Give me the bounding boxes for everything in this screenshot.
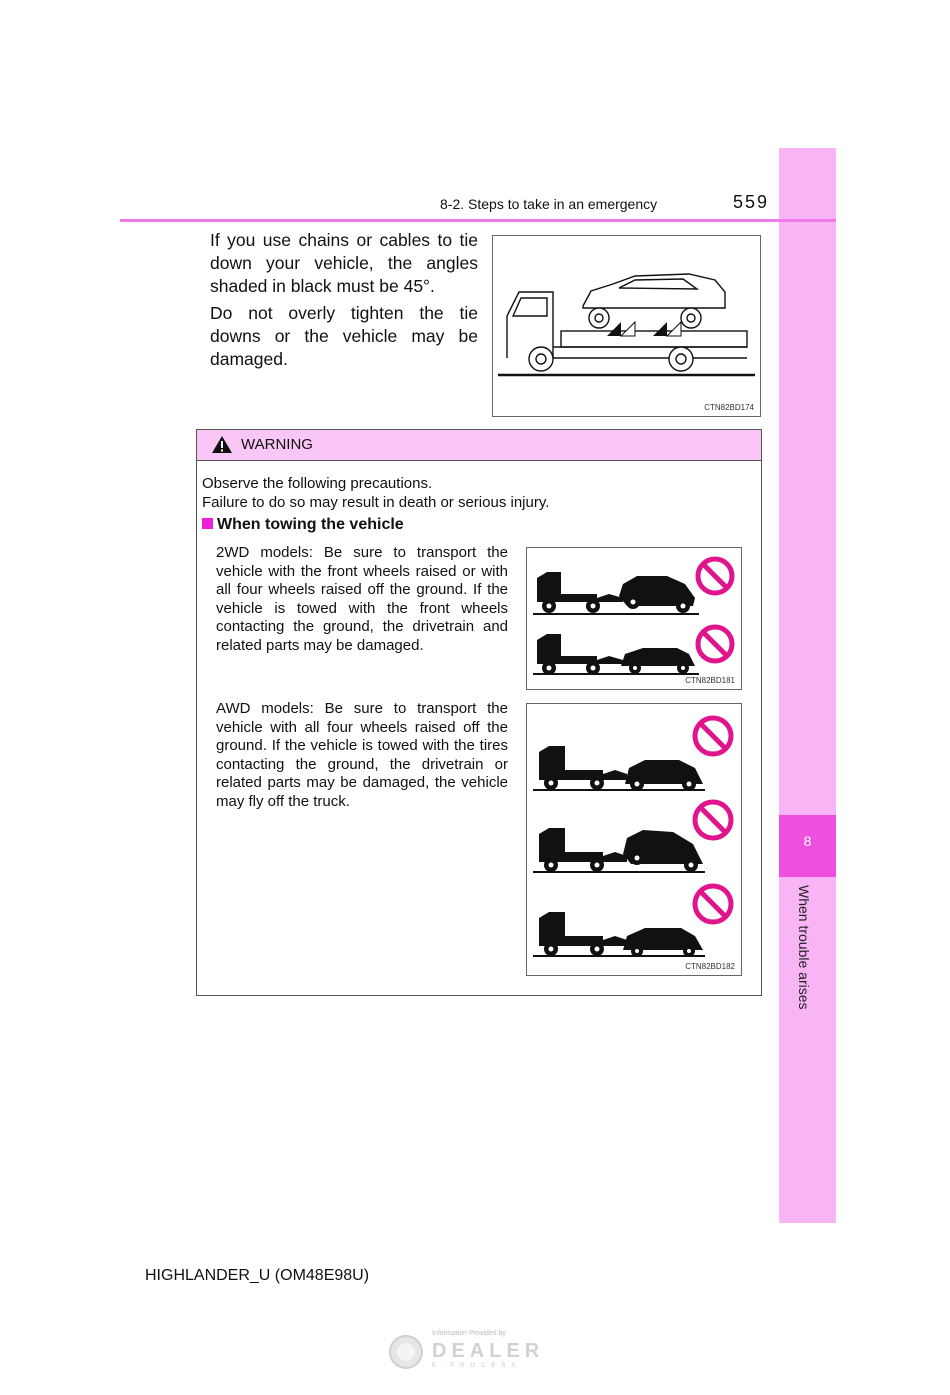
warning-title: WARNING [241,436,313,453]
dealer-logo-icon [388,1334,424,1370]
watermark-provided-by: Information Provided by [432,1330,506,1337]
warning-line-1: Observe the following precautions. [202,475,433,492]
warning-box [196,429,762,996]
watermark-subtitle: E-PROCESS [432,1363,522,1369]
dealer-watermark [388,1330,558,1376]
figure-code-181: CTN82BD181 [685,676,735,685]
intro-paragraph-1: If you use chains or cables to tie down your vehicle, the angles shaded in black must be 45°. [210,230,478,296]
subheading-marker-icon [202,518,213,529]
flatbed-truck-illustration [493,236,760,416]
warning-header [197,430,761,461]
awd-towing-illustration [527,704,741,975]
footer-model: HIGHLANDER_U (OM48E98U) [145,1267,370,1284]
figure-code-174: CTN82BD174 [704,403,754,412]
warning-line-2: Failure to do so may result in death or serious injury. [202,494,550,511]
header-rule [120,219,836,222]
warning-subheading: When towing the vehicle [202,516,404,534]
figure-code-182: CTN82BD182 [685,962,735,971]
chapter-number: 8 [779,815,836,877]
warning-triangle-icon [211,435,233,454]
awd-towing-figure [526,703,742,976]
2wd-towing-figure [526,547,742,690]
item-2wd-text: 2WD models: Be sure to transport the vehicle with the front wheels raised or with all four wheels raised off the ground. If the vehicle is towed with the front wheels contacting the ground, the drivetrain and related parts may be damaged. [216,544,508,654]
section-title: 8-2. Steps to take in an emergency [440,196,658,212]
2wd-towing-illustration [527,548,741,689]
watermark-brand: DEALER [432,1340,545,1362]
item-awd-text: AWD models: Be sure to transport the vehicle with all four wheels raised off the ground. If the vehicle is towed with the tires contacting the ground, the drivetrain or related parts may be damaged, the vehicle may fly off the truck. [216,700,508,810]
chapter-label: When trouble arises [796,885,812,1010]
page-number: 559 [733,192,770,212]
intro-paragraph-2: Do not overly tighten the tie downs or the vehicle may be damaged. [210,303,478,369]
chapter-side-tab [779,148,836,1223]
flatbed-truck-figure [492,235,761,417]
